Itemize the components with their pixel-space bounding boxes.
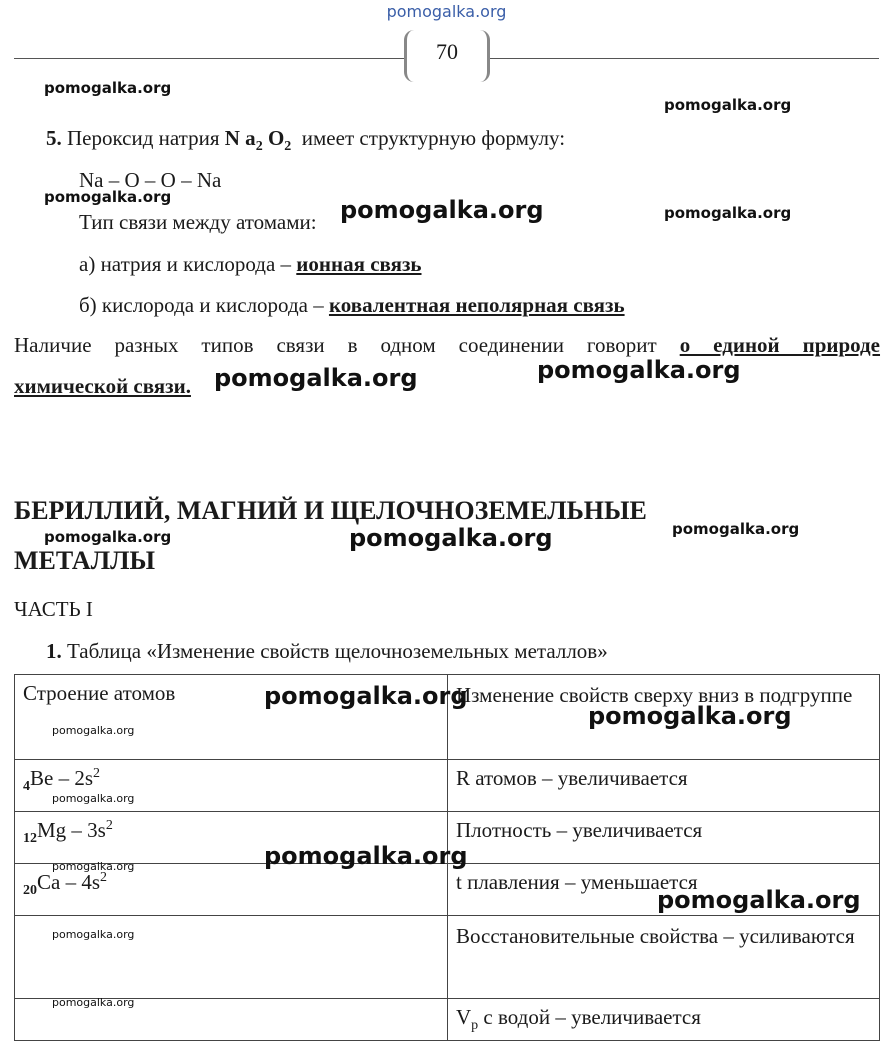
watermark: pomogalka.org bbox=[537, 356, 741, 384]
conclusion-answer: о единой природе bbox=[679, 333, 881, 357]
watermark: pomogalka.org bbox=[44, 188, 172, 206]
bond-line-b: б) кислорода и кислорода – ковалентная неполярная связь bbox=[79, 293, 625, 317]
watermark: pomogalka.org bbox=[657, 886, 861, 914]
table-row bbox=[15, 999, 880, 1041]
page-number: 70 bbox=[404, 30, 490, 82]
part-label: ЧАСТЬ I bbox=[14, 597, 93, 621]
watermark: pomogalka.org bbox=[672, 520, 800, 538]
table-row bbox=[15, 760, 880, 812]
task5-intro-rest: имеет структурную формулу: bbox=[301, 126, 566, 150]
section-title-line1: БЕРИЛЛИЙ, МАГНИЙ И ЩЕЛОЧНОЗЕМЕЛЬНЫЕ bbox=[14, 496, 647, 525]
task5-formula: N $a_2$ $O_2$ bbox=[224, 126, 292, 155]
structural-formula: Na – O – O – Na bbox=[79, 168, 222, 192]
watermark: pomogalka.org bbox=[588, 702, 792, 730]
watermark: pomogalka.org bbox=[264, 682, 468, 710]
answer-a: ионная связь bbox=[296, 252, 422, 276]
property-density: Плотность – увеличивается bbox=[448, 812, 880, 864]
top-watermark: pomogalka.org bbox=[386, 2, 507, 21]
atom-structure-ca: $_{20}Ca - 4s^2$ bbox=[15, 864, 448, 916]
watermark: pomogalka.org bbox=[349, 524, 553, 552]
watermark: pomogalka.org bbox=[52, 928, 135, 941]
section-title-line2: МЕТАЛЛЫ bbox=[14, 546, 155, 575]
header-left: Строение атомов bbox=[15, 675, 448, 760]
answer-b: ковалентная неполярная связь bbox=[328, 293, 625, 317]
table-row bbox=[15, 916, 880, 999]
watermark: pomogalka.org bbox=[44, 528, 172, 546]
bond-type-label: Тип связи между атомами: bbox=[79, 210, 317, 234]
property-water-reaction: $V_р$ с водой – увеличивается bbox=[448, 999, 880, 1041]
conclusion-line2: химической связи. bbox=[14, 374, 191, 398]
task5-number: 5. bbox=[46, 126, 62, 150]
property-reducing: Восстановительные свойства – усиливаются bbox=[448, 916, 880, 999]
header-right: Изменение свойств сверху вниз в подгруппе bbox=[448, 675, 880, 760]
watermark: pomogalka.org bbox=[214, 364, 418, 392]
watermark: pomogalka.org bbox=[52, 996, 135, 1009]
atom-structure-mg: $_{12}Mg - 3s^2$ bbox=[15, 812, 448, 864]
bond-line-a: а) натрия и кислорода – ионная связь bbox=[79, 252, 422, 276]
property-melting: t плавления – уменьшается bbox=[448, 864, 880, 916]
conclusion-line1: Наличие разных типов связи в одном соединении говорит о единой природе bbox=[14, 333, 881, 357]
watermark: pomogalka.org bbox=[664, 96, 792, 114]
watermark: pomogalka.org bbox=[664, 204, 792, 222]
watermark: pomogalka.org bbox=[340, 196, 544, 224]
task5-intro: Пероксид натрия bbox=[67, 126, 220, 150]
watermark: pomogalka.org bbox=[52, 724, 135, 737]
task1-title: 1. Таблица «Изменение свойств щелочноземельных металлов» bbox=[46, 639, 608, 663]
atom-structure-be: $_4Be - 2s^2$ bbox=[15, 760, 448, 812]
watermark: pomogalka.org bbox=[44, 79, 172, 97]
watermark: pomogalka.org bbox=[52, 792, 135, 805]
watermark: pomogalka.org bbox=[264, 842, 468, 870]
property-radius: R атомов – увеличивается bbox=[448, 760, 880, 812]
watermark: pomogalka.org bbox=[52, 860, 135, 873]
task5-statement bbox=[46, 126, 565, 155]
